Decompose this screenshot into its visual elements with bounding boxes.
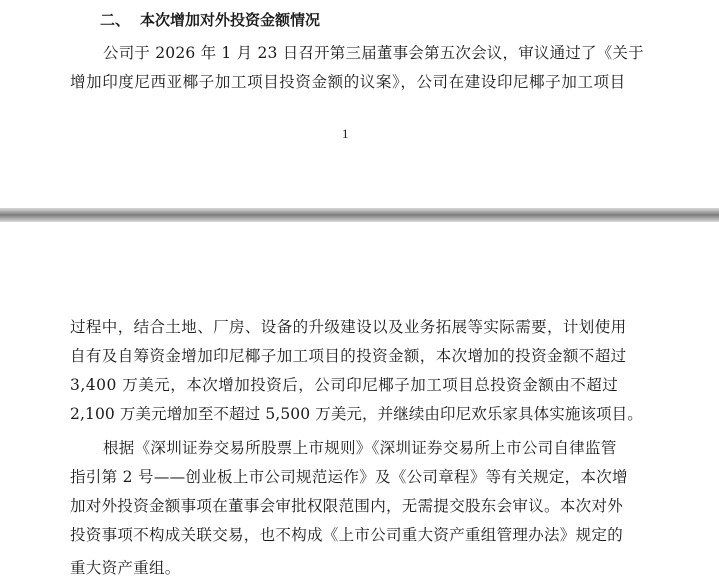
paragraph-line: 2,100 万美元增加至不超过 5,500 万美元，并继续由印尼欢乐家具体实施该项目。	[70, 405, 643, 423]
paragraph-line: 投资事项不构成关联交易，也不构成《上市公司重大资产重组管理办法》规定的	[70, 526, 624, 544]
section-heading-number: 二、	[100, 11, 131, 29]
page-separator	[0, 208, 719, 222]
page-number: 1	[342, 126, 349, 141]
paragraph-line: 自有及自筹资金增加印尼椰子加工项目的投资金额，本次增加的投资金额不超过	[70, 347, 627, 365]
paragraph-line: 过程中，结合土地、厂房、设备的升级建设以及业务拓展等实际需要，计划使用	[70, 318, 627, 336]
paragraph-line: 根据《深圳证券交易所股票上市规则》《深圳证券交易所上市公司自律监管	[103, 439, 617, 457]
paragraph-line: 公司于 2026 年 1 月 23 日召开第三届董事会第五次会议，审议通过了《关于	[103, 44, 644, 62]
document-page-upper	[0, 0, 719, 208]
paragraph-line: 加对外投资金额事项在董事会审批权限范围内，无需提交股东会审议。本次对外	[70, 497, 624, 515]
section-heading-text: 本次增加对外投资金额情况	[140, 11, 321, 29]
paragraph-line: 指引第 2 号——创业板上市公司规范运作》及《公司章程》等有关规定，本次增	[70, 468, 628, 486]
paragraph-line: 重大资产重组。	[70, 559, 181, 577]
document-page-lower	[0, 222, 719, 588]
paragraph-line: 3,400 万美元，本次增加投资后，公司印尼椰子加工项目总投资金额由不超过	[70, 376, 619, 394]
paragraph-line: 增加印度尼西亚椰子加工项目投资金额的议案》，公司在建设印尼椰子加工项目	[70, 73, 626, 91]
section-heading	[100, 10, 320, 30]
